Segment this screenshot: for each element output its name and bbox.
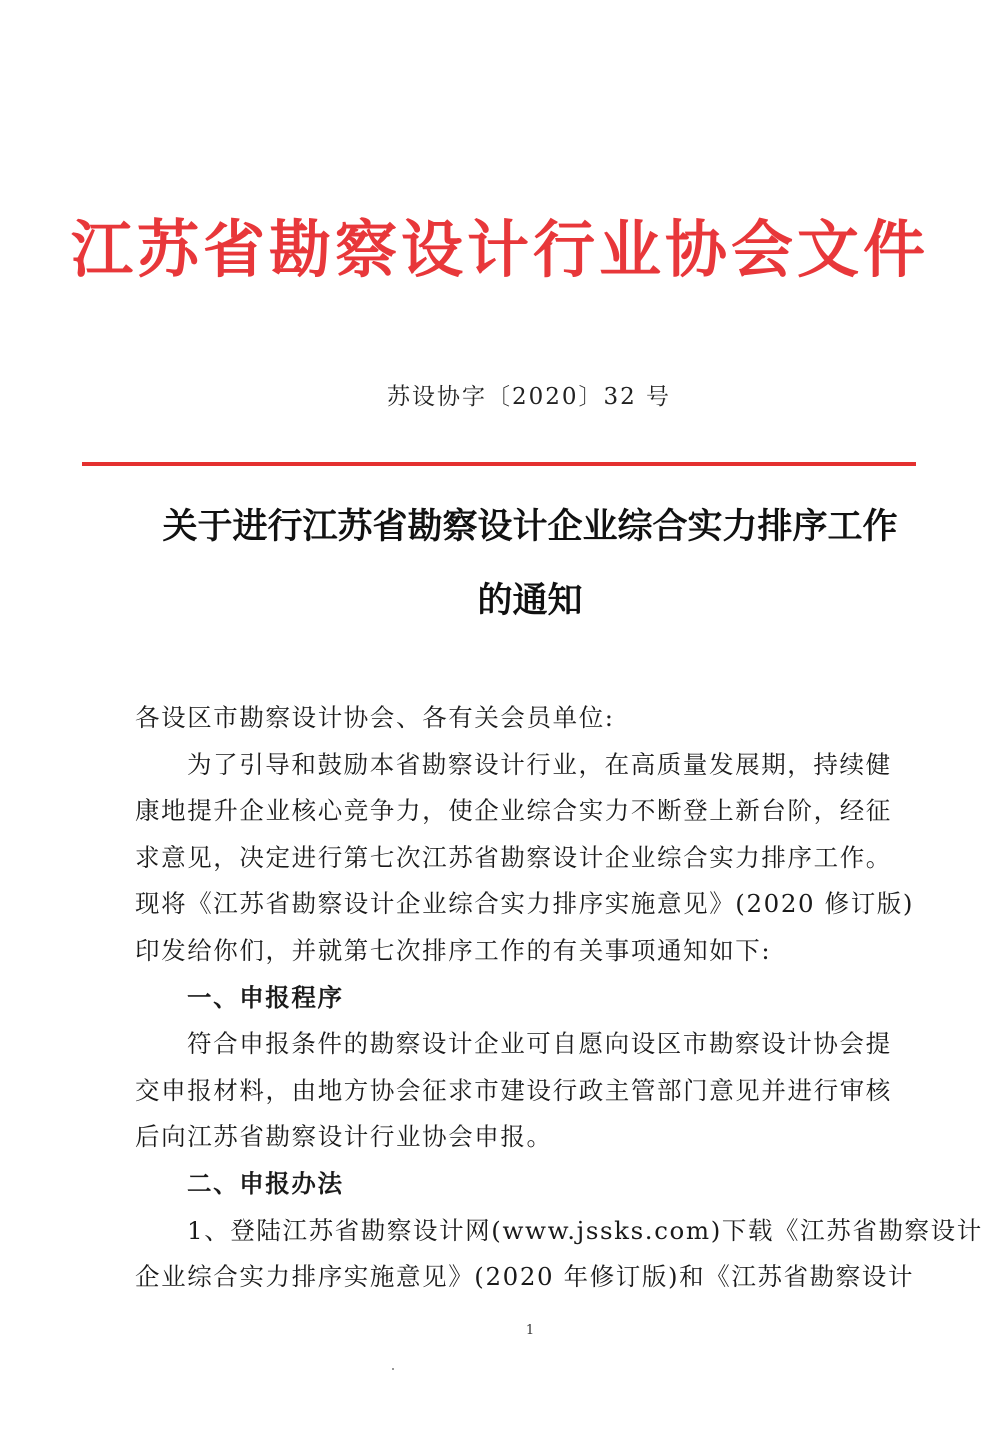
section2-line-2: 企业综合实力排序实施意见》(2020 年修订版)和《江苏省勘察设计 — [135, 1262, 915, 1292]
section2-line-1: 1、登陆江苏省勘察设计网(www.jssks.com)下载《江苏省勘察设计 — [187, 1215, 983, 1245]
paragraph1-line-4: 现将《江苏省勘察设计企业综合实力排序实施意见》(2020 修订版) — [135, 889, 915, 919]
document-title — [130, 490, 930, 638]
section2-heading: 二、申报办法 — [187, 1168, 344, 1198]
document-body — [135, 695, 983, 1301]
title-line-1: 关于进行江苏省勘察设计企业综合实力排序工作 — [162, 506, 898, 547]
salutation: 各设区市勘察设计协会、各有关会员单位: — [135, 703, 615, 732]
page-number: 1 — [525, 1323, 535, 1338]
section1-line-2: 交申报材料，由地方协会征求市建设行政主管部门意见并进行审核 — [135, 1075, 892, 1105]
paragraph1-line-3: 求意见，决定进行第七次江苏省勘察设计企业综合实力排序工作。 — [135, 842, 892, 872]
red-divider-line — [82, 462, 916, 466]
paragraph1-line-2: 康地提升企业核心竞争力，使企业综合实力不断登上新台阶，经征 — [135, 796, 892, 826]
document-number: 苏设协字〔2020〕32 号 — [386, 384, 672, 410]
section1-heading: 一、申报程序 — [187, 982, 344, 1012]
scan-speck — [392, 1368, 394, 1370]
paragraph1-line-5: 印发给你们，并就第七次排序工作的有关事项通知如下: — [135, 935, 772, 965]
document-masthead: 江苏省勘察设计行业协会文件 — [70, 213, 929, 286]
section1-line-1: 符合申报条件的勘察设计企业可自愿向设区市勘察设计协会提 — [187, 1029, 892, 1059]
paragraph1-line-1: 为了引导和鼓励本省勘察设计行业，在高质量发展期，持续健 — [187, 749, 892, 779]
section1-line-3: 后向江苏省勘察设计行业协会申报。 — [135, 1122, 553, 1152]
title-line-2: 的通知 — [477, 580, 583, 621]
